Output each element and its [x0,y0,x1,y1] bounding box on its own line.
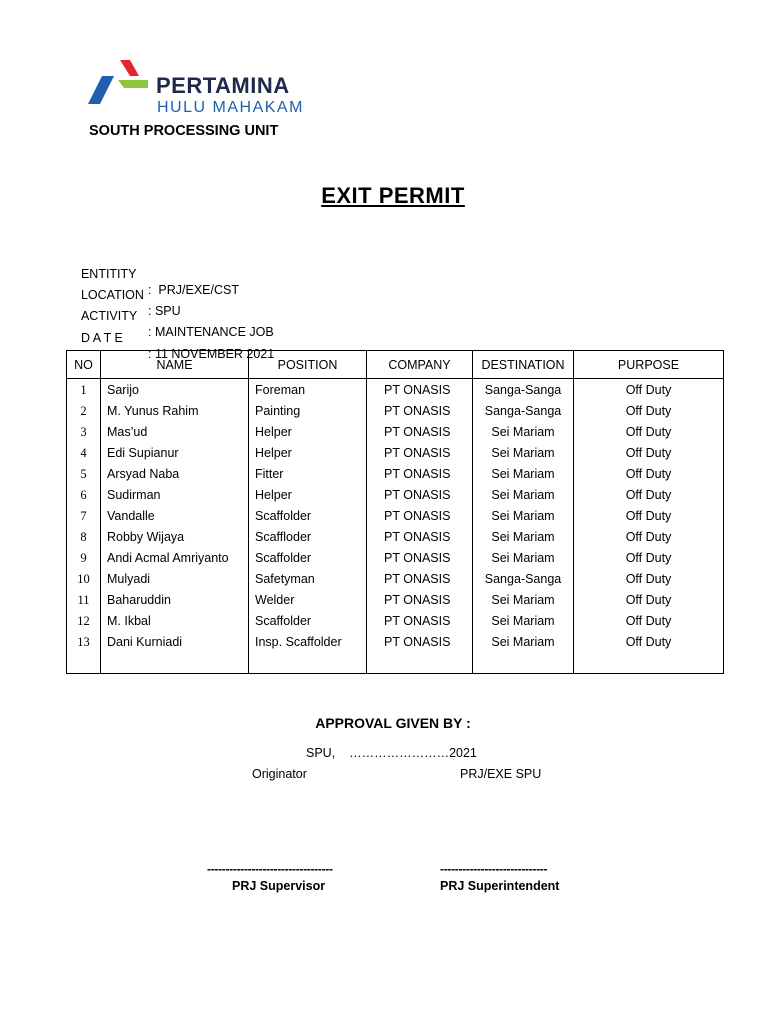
brand-subtitle: HULU MAHAKAM [157,99,304,116]
info-value: : PRJ/EXE/CST [148,283,239,297]
row-number: 12 [67,610,101,631]
row-name: Sarijo [101,379,249,401]
row-company: PT ONASIS [367,442,473,463]
row-position: Painting [249,400,367,421]
empty-cell [101,652,249,674]
approver-org-label: PRJ/EXE SPU [460,767,542,781]
row-position: Helper [249,421,367,442]
row-destination: Sei Mariam [473,589,574,610]
row-position: Fitter [249,463,367,484]
row-number: 5 [67,463,101,484]
info-label: ENTITITY [80,267,137,281]
row-position: Foreman [249,379,367,401]
row-purpose: Off Duty [574,400,724,421]
info-label: D A T E [80,331,123,345]
row-purpose: Off Duty [574,484,724,505]
column-header-destination: DESTINATION [473,351,574,379]
row-name: Arsyad Naba [101,463,249,484]
row-purpose: Off Duty [574,589,724,610]
row-purpose: Off Duty [574,463,724,484]
originator-label: Originator [252,767,307,781]
info-label: ACTIVITY [80,309,138,323]
approval-heading: APPROVAL GIVEN BY : [315,715,471,731]
row-purpose: Off Duty [574,442,724,463]
table-header-row [67,351,724,379]
row-purpose: Off Duty [574,547,724,568]
row-purpose: Off Duty [574,568,724,589]
row-name: Vandalle [101,505,249,526]
row-purpose: Off Duty [574,610,724,631]
row-position: Helper [249,442,367,463]
table-row [67,589,724,610]
row-company: PT ONASIS [367,379,473,401]
pertamina-logo-icon [84,58,150,108]
row-number: 1 [67,379,101,401]
row-destination: Sei Mariam [473,421,574,442]
info-value: : MAINTENANCE JOB [148,325,274,339]
row-purpose: Off Duty [574,421,724,442]
row-number: 4 [67,442,101,463]
column-header-name: NAME [101,351,249,379]
row-purpose: Off Duty [574,505,724,526]
row-name: Andi Acmal Amriyanto [101,547,249,568]
empty-cell [473,652,574,674]
row-name: Baharuddin [101,589,249,610]
row-company: PT ONASIS [367,610,473,631]
row-number: 11 [67,589,101,610]
row-company: PT ONASIS [367,526,473,547]
table-filler-row [67,652,724,674]
signature-line-superintendent: ----------------------------- [440,862,548,876]
row-number: 3 [67,421,101,442]
row-company: PT ONASIS [367,568,473,589]
row-destination: Sei Mariam [473,442,574,463]
row-position: Scaffolder [249,505,367,526]
table-row [67,463,724,484]
row-position: Welder [249,589,367,610]
info-value: : 11 NOVEMBER 2021 [148,347,275,361]
row-purpose: Off Duty [574,379,724,401]
column-header-company: COMPANY [367,351,473,379]
info-label: LOCATION [80,288,144,302]
row-name: M. Ikbal [101,610,249,631]
table-row [67,568,724,589]
row-number: 6 [67,484,101,505]
row-number: 7 [67,505,101,526]
table-row [67,610,724,631]
row-name: M. Yunus Rahim [101,400,249,421]
row-company: PT ONASIS [367,421,473,442]
row-company: PT ONASIS [367,463,473,484]
row-position: Safetyman [249,568,367,589]
table-row [67,547,724,568]
signatory-supervisor: PRJ Supervisor [232,879,326,893]
row-company: PT ONASIS [367,505,473,526]
row-company: PT ONASIS [367,631,473,652]
row-company: PT ONASIS [367,589,473,610]
row-number: 9 [67,547,101,568]
row-company: PT ONASIS [367,547,473,568]
table-row [67,379,724,401]
table-row [67,442,724,463]
empty-cell [574,652,724,674]
empty-cell [67,652,101,674]
unit-name: SOUTH PROCESSING UNIT [89,123,279,139]
row-position: Insp. Scaffolder [249,631,367,652]
row-position: Helper [249,484,367,505]
table-row [67,400,724,421]
table-row [67,526,724,547]
row-destination: Sanga-Sanga [473,400,574,421]
row-destination: Sei Mariam [473,526,574,547]
row-number: 13 [67,631,101,652]
personnel-table [66,350,724,674]
signature-line-supervisor: ---------------------------------- [207,862,333,876]
row-name: Mulyadi [101,568,249,589]
empty-cell [367,652,473,674]
row-name: Sudirman [101,484,249,505]
brand-name: PERTAMINA [156,73,290,98]
empty-cell [249,652,367,674]
row-name: Robby Wijaya [101,526,249,547]
row-destination: Sei Mariam [473,547,574,568]
signatory-superintendent: PRJ Superintendent [440,879,560,893]
column-header-no: NO [67,351,101,379]
row-destination: Sei Mariam [473,631,574,652]
row-destination: Sei Mariam [473,610,574,631]
row-number: 8 [67,526,101,547]
row-destination: Sanga-Sanga [473,568,574,589]
row-number: 10 [67,568,101,589]
table-body [67,379,724,674]
table-row [67,505,724,526]
column-header-purpose: PURPOSE [574,351,724,379]
table-row [67,421,724,442]
row-number: 2 [67,400,101,421]
row-purpose: Off Duty [574,631,724,652]
row-position: Scaffolder [249,610,367,631]
table-row [67,631,724,652]
row-position: Scaffloder [249,526,367,547]
row-company: PT ONASIS [367,484,473,505]
row-destination: Sei Mariam [473,484,574,505]
info-value: : SPU [148,304,181,318]
table-row [67,484,724,505]
row-company: PT ONASIS [367,400,473,421]
row-destination: Sei Mariam [473,505,574,526]
row-name: Dani Kurniadi [101,631,249,652]
row-name: Mas’ud [101,421,249,442]
row-position: Scaffolder [249,547,367,568]
row-purpose: Off Duty [574,526,724,547]
page-title: EXIT PERMIT [321,183,465,208]
row-name: Edi Supianur [101,442,249,463]
row-destination: Sei Mariam [473,463,574,484]
column-header-position: POSITION [249,351,367,379]
approval-date: SPU, ……………………2021 [306,746,477,760]
row-destination: Sanga-Sanga [473,379,574,401]
